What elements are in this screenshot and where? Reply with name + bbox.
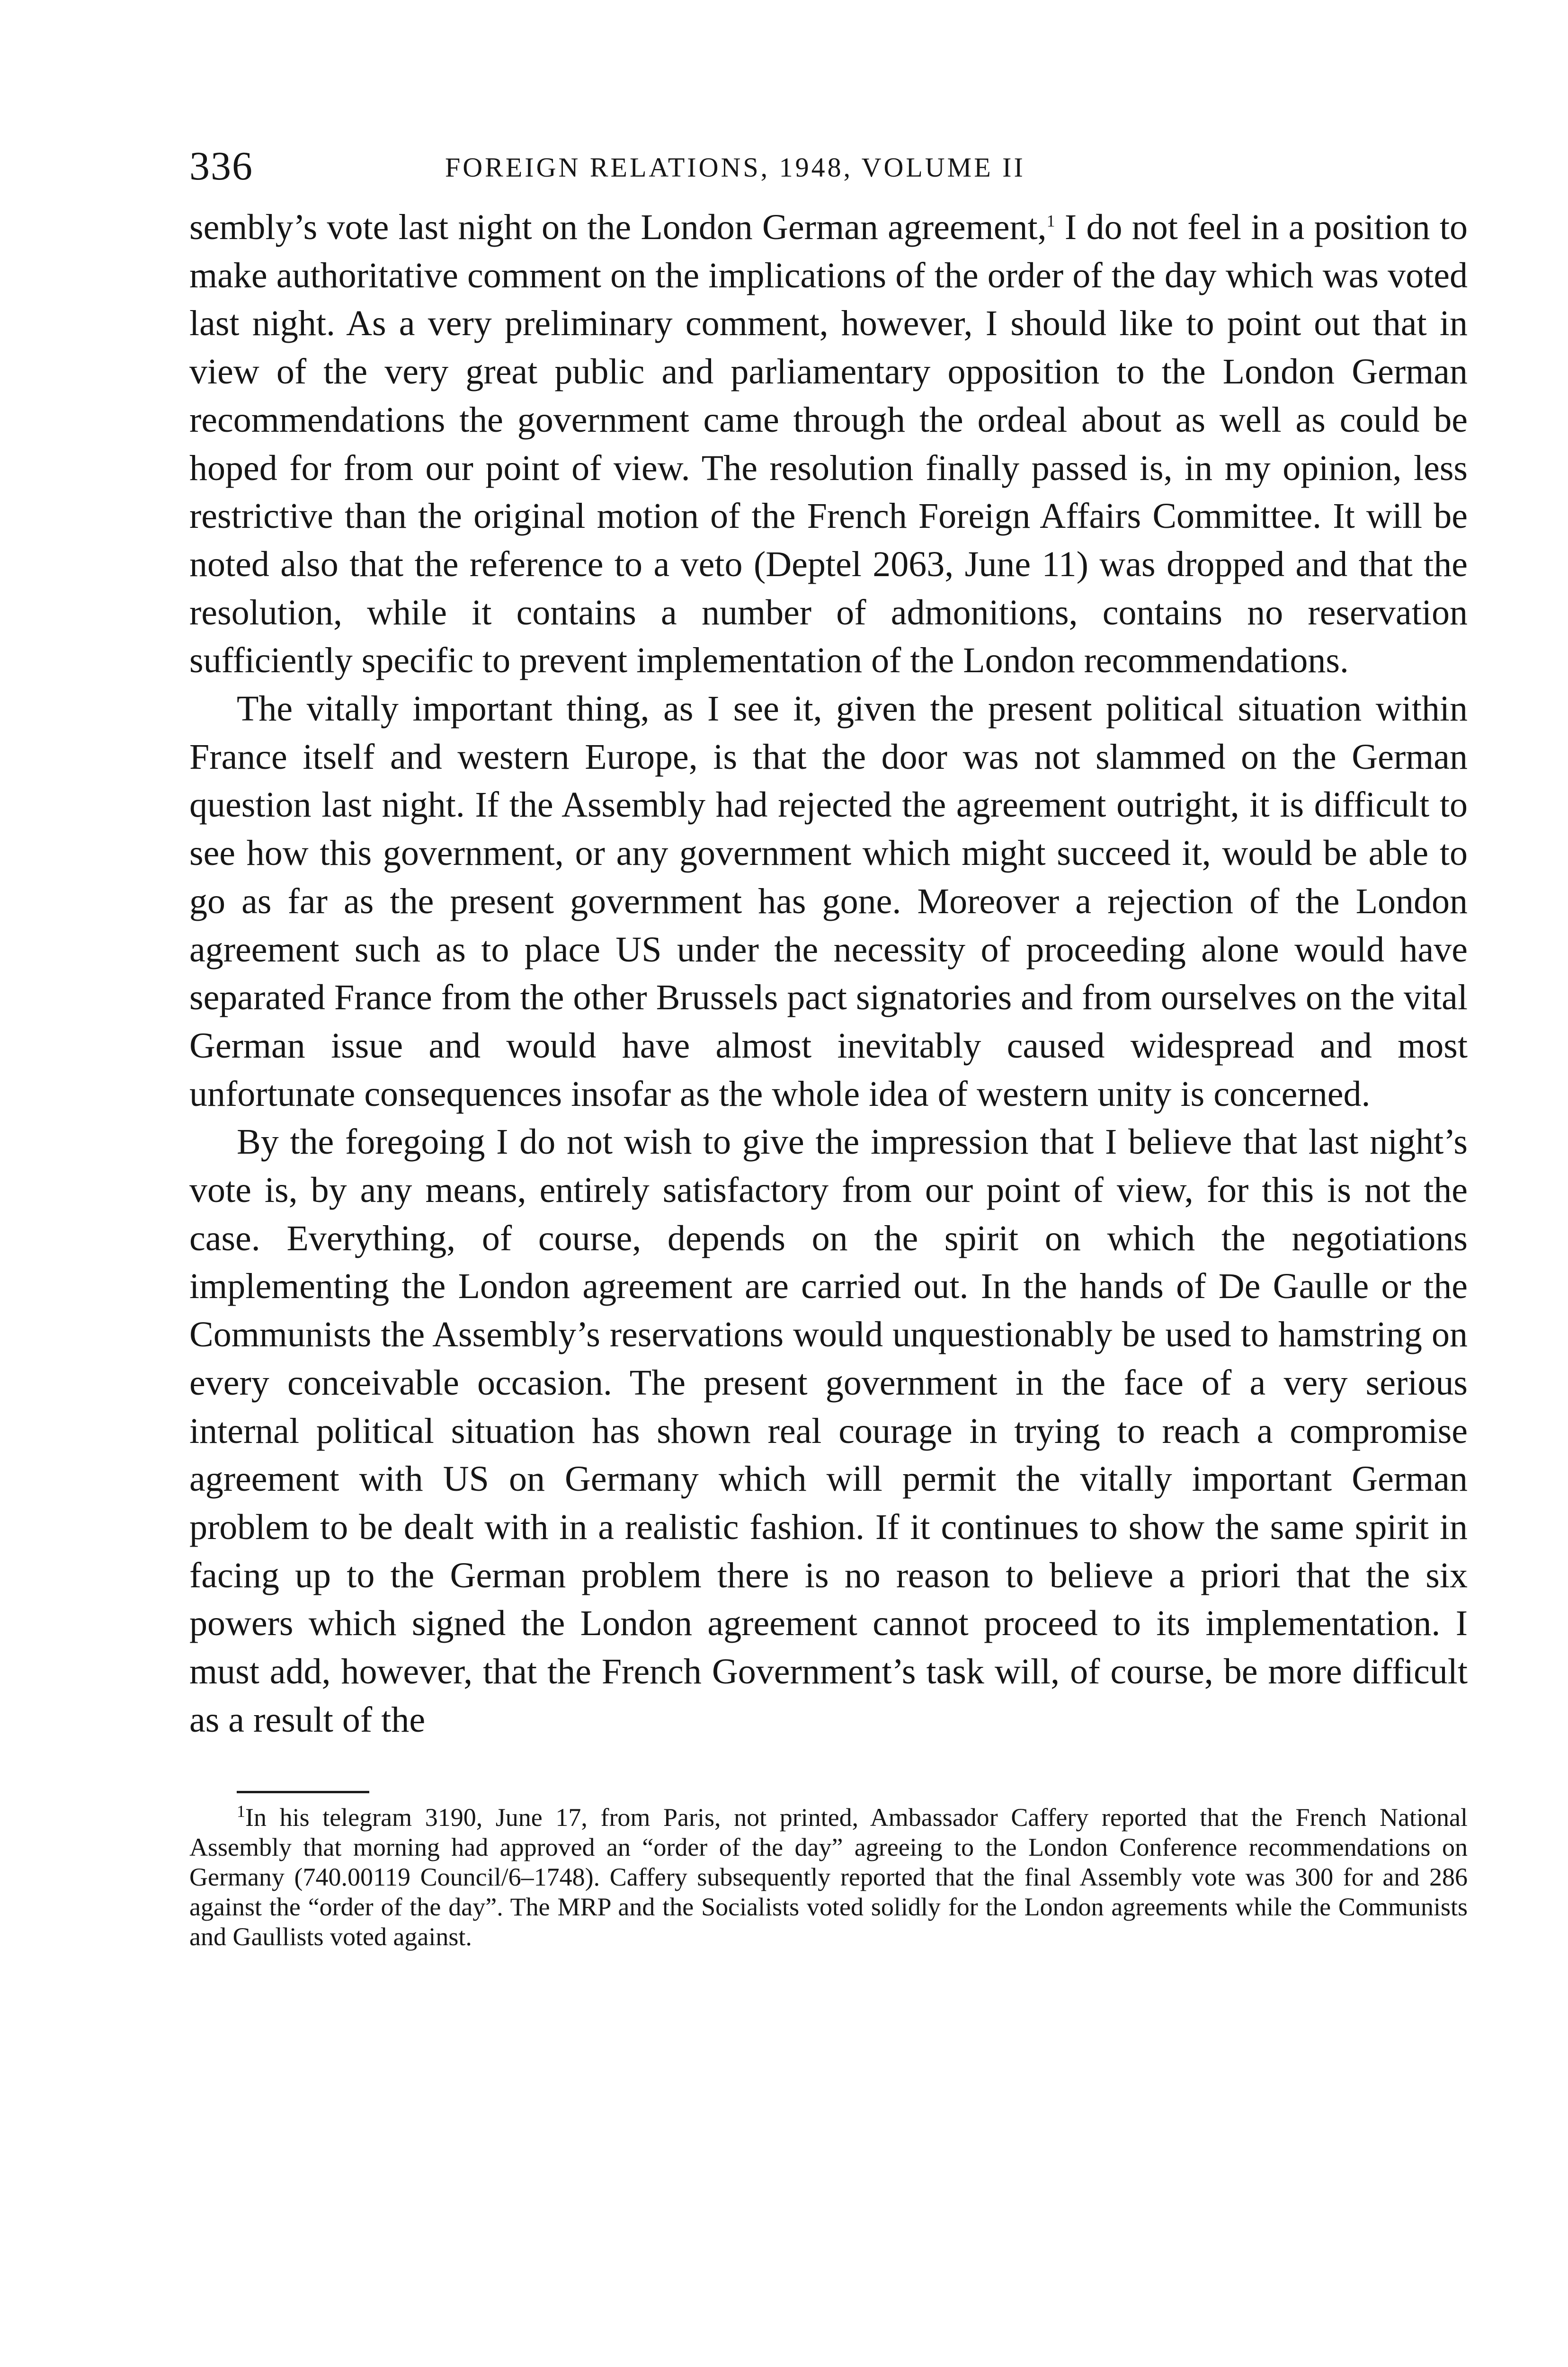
page-number: 336	[189, 143, 253, 188]
running-head: FOREIGN RELATIONS, 1948, VOLUME II	[445, 152, 1025, 183]
footnotes	[189, 1803, 1468, 1952]
paragraph	[189, 204, 1468, 685]
paragraph-text: I do not feel in a position to make authoritative comment on the implications of the order of the day which was voted last night. As a very preliminary comment, however, I should like to point out that in view of the very great public and parliamentary opposition to the London German recommendations the government came through the ordeal about as well as could be hoped for from our point of view. The resolution finally passed is, in my opinion, less restrictive than the original motion of the French Foreign Affairs Committee. It will be noted also that the reference to a veto (Deptel 2063, June 11) was dropped and that the resolution, while it contains a number of admonitions, contains no reservation sufficiently specific to prevent implementation of the London recommendations.	[189, 207, 1468, 681]
page-header	[189, 133, 1468, 204]
document-page	[189, 133, 1468, 1952]
paragraph: By the foregoing I do not wish to give the impression that I believe that last night’s vote is, by any means, entirely satisfactory from our point of view, for this is not the case. Everything, of course, depends on the spirit on which the negotiations implementing the London agreement are carried out. In the hands of De Gaulle or the Communists the Assembly’s reservations would unquestionably be used to hamstring on every conceivable occasion. The present government in the face of a very serious internal political situation has shown real courage in trying to reach a compromise agreement with US on Germany which will permit the vitally important German problem to be dealt with in a realistic fashion. If it continues to show the same spirit in facing up to the German problem there is no reason to believe a priori that the six powers which signed the London agreement cannot proceed to its implementation. I must add, however, that the French Government’s task will, of course, be more difficult as a result of the	[189, 1122, 1468, 1740]
footnote-reference: 1	[1046, 211, 1055, 231]
body-text	[189, 204, 1468, 1744]
footnote	[189, 1803, 1468, 1952]
footnote-divider	[237, 1791, 369, 1793]
paragraph: The vitally important thing, as I see it, given the present political situation within France itself and western Europe, is that the door was not slammed on the German question last night. If the Assembly had rejected the agreement outright, it is difficult to see how this government, or any government which might succeed it, would be able to go as far as the present government has gone. Moreover a rejection of the London agreement such as to place US under the necessity of proceeding alone would have separated France from the other Brussels pact signatories and from ourselves on the vital German issue and would have almost inevitably caused widespread and most unfortunate consequences insofar as the whole idea of western unity is concerned.	[189, 689, 1468, 1114]
footnote-marker: 1	[237, 1801, 245, 1821]
paragraph-text: sembly’s vote last night on the London German agreement,	[189, 207, 1047, 247]
footnote-text: In his telegram 3190, June 17, from Paris, not printed, Ambassador Caffery reported that the French National Assembly that morning had approved an “order of the day” agreeing to the London Conference recommendations on Germany (740.00119 Council/6–1748). Caffery subsequently reported that the final Assembly vote was 300 for and 286 against the “order of the day”. The MRP and the Socialists voted solidly for the London agreements while the Communists and Gaullists voted against.	[189, 1803, 1468, 1951]
